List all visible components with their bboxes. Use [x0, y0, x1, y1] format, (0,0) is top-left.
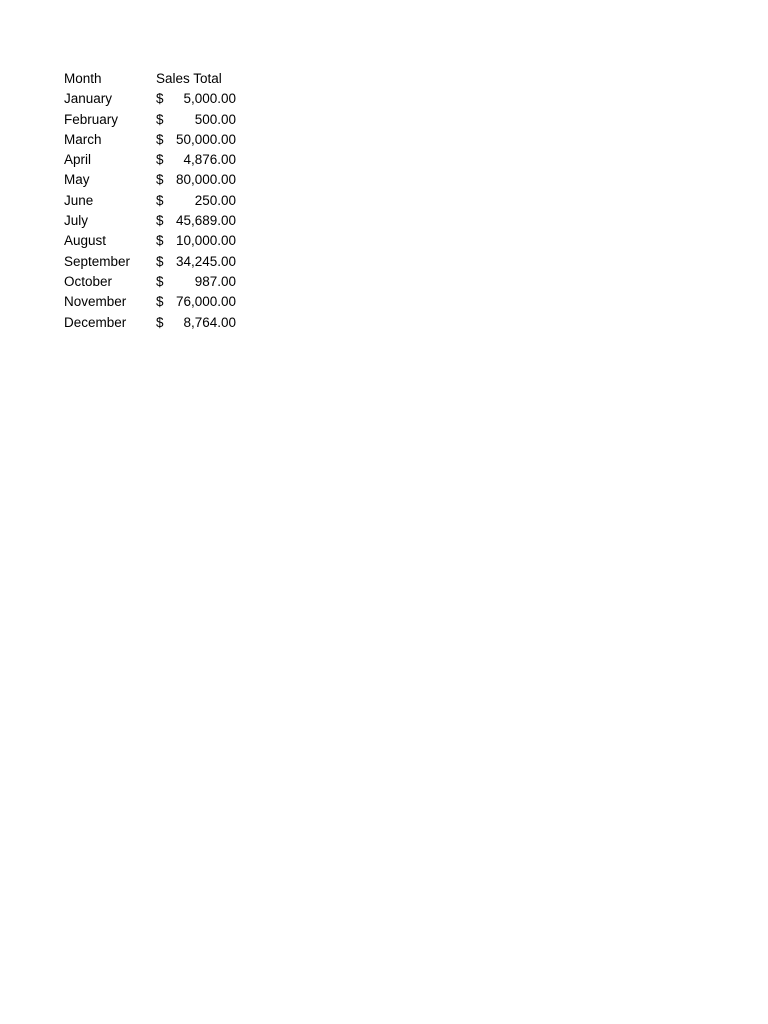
- sales-amount-cell: 34,245.00: [175, 253, 236, 269]
- table-row: [60, 211, 236, 231]
- month-cell: August: [64, 233, 107, 249]
- currency-symbol-cell: $: [156, 294, 164, 310]
- table-row: [60, 170, 236, 190]
- currency-symbol-cell: $: [156, 111, 164, 127]
- sales-amount-cell: 5,000.00: [183, 91, 236, 107]
- month-cell: December: [64, 314, 127, 330]
- sales-amount-cell: 4,876.00: [183, 152, 236, 168]
- table-row: [60, 89, 236, 109]
- month-cell: November: [64, 294, 127, 310]
- sales-amount-cell: 500.00: [194, 111, 236, 127]
- sales-amount-cell: 80,000.00: [175, 172, 236, 188]
- month-cell: October: [64, 273, 113, 289]
- sales-amount-cell: 76,000.00: [175, 294, 236, 310]
- table-row: [60, 130, 236, 150]
- month-cell: June: [64, 192, 94, 208]
- currency-symbol-cell: $: [156, 314, 164, 330]
- sales-amount-cell: 8,764.00: [183, 314, 236, 330]
- sales-amount-cell: 45,689.00: [175, 213, 236, 229]
- currency-symbol-cell: $: [156, 131, 164, 147]
- currency-symbol-cell: $: [156, 273, 164, 289]
- month-column-header: Month: [64, 71, 102, 86]
- month-cell: March: [64, 131, 102, 147]
- currency-symbol-cell: $: [156, 192, 164, 208]
- currency-symbol-cell: $: [156, 152, 164, 168]
- table-row: [60, 313, 236, 333]
- currency-symbol-cell: $: [156, 253, 164, 269]
- currency-symbol-cell: $: [156, 91, 164, 107]
- month-cell: May: [64, 172, 90, 188]
- table-row: [60, 110, 236, 130]
- currency-symbol-cell: $: [156, 172, 164, 188]
- table-row: [60, 191, 236, 211]
- table-row: [60, 150, 236, 170]
- currency-symbol-cell: $: [156, 213, 164, 229]
- table-row: [60, 292, 236, 312]
- sales-table: [60, 69, 236, 333]
- month-cell: February: [64, 111, 119, 127]
- month-cell: April: [64, 152, 92, 168]
- currency-symbol-cell: $: [156, 233, 164, 249]
- sales-amount-cell: 250.00: [194, 192, 236, 208]
- sales-amount-cell: 10,000.00: [175, 233, 236, 249]
- table-row: [60, 252, 236, 272]
- month-cell: January: [64, 91, 113, 107]
- month-cell: September: [64, 253, 131, 269]
- table-row: [60, 231, 236, 251]
- sales-total-column-header: Sales Total: [156, 71, 222, 86]
- month-cell: July: [64, 213, 89, 229]
- sales-amount-cell: 50,000.00: [175, 131, 236, 147]
- table-header-row: [60, 69, 236, 89]
- sales-amount-cell: 987.00: [194, 273, 236, 289]
- table-row: [60, 272, 236, 292]
- table-body: [60, 89, 236, 333]
